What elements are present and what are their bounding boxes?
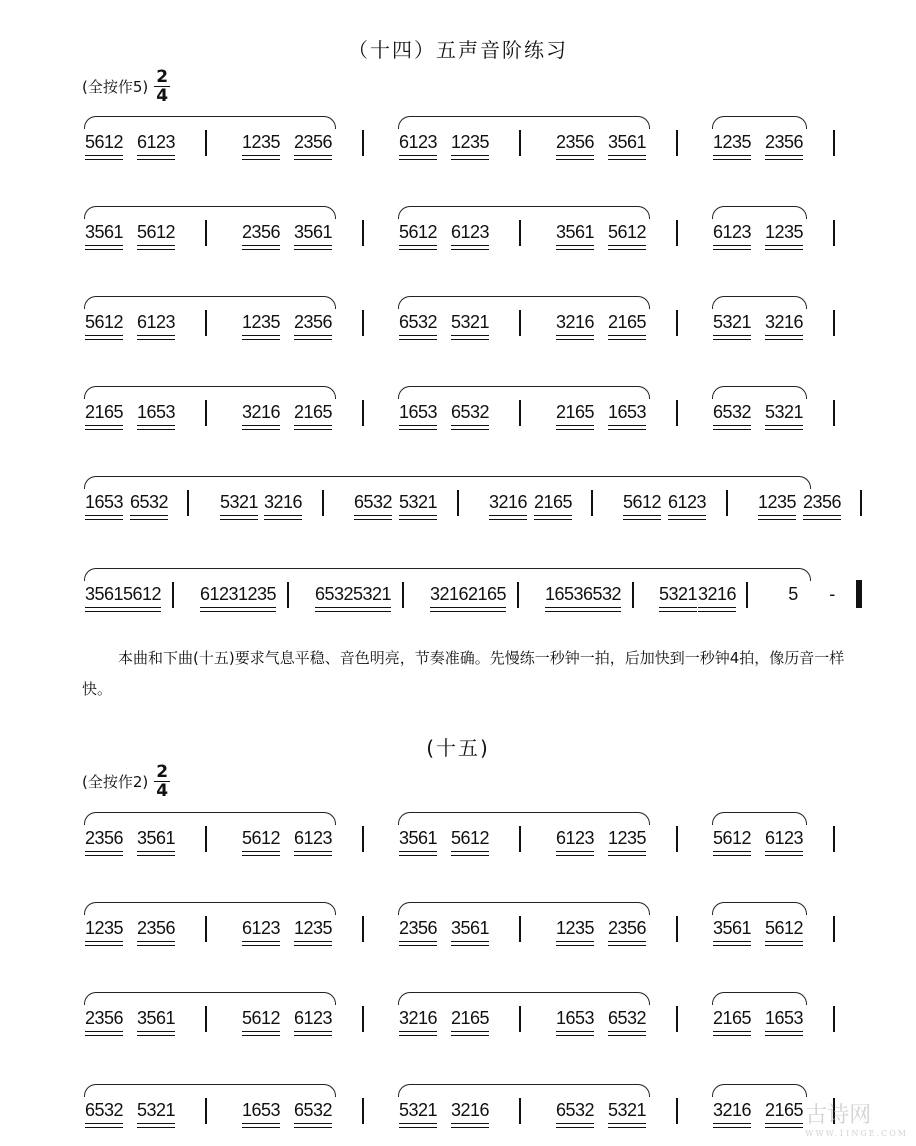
slur: [84, 206, 336, 219]
bar-line: [517, 582, 519, 608]
note-group: 6532: [605, 1008, 649, 1032]
slur: [84, 812, 336, 825]
staff-row: [82, 110, 867, 160]
note-group: 5321: [396, 492, 440, 516]
bar-line: [362, 400, 364, 426]
slur: [712, 902, 807, 915]
note-group: 6532: [396, 312, 440, 336]
piece14-title: （十四）五声音阶练习: [348, 38, 568, 62]
bar-line: [205, 826, 207, 852]
watermark: 古诗网 WWW.1INGE.COM: [805, 1103, 908, 1138]
note-group: 5612: [605, 222, 649, 246]
note-group: 5612: [82, 132, 126, 156]
bar-line: [205, 916, 207, 942]
note-group: 2356: [82, 1008, 126, 1032]
note-group: 5321: [396, 1100, 440, 1124]
bar-line: [187, 490, 189, 516]
note-group: 6123: [448, 222, 492, 246]
instruction-paragraph: 本曲和下曲(十五)要求气息平稳、音色明亮，节奏准确。先慢练一秒钟一拍，后加快到一秒钟4拍，像历音一样快。: [82, 649, 845, 698]
slur: [84, 296, 336, 309]
bar-line: [519, 1098, 521, 1124]
note-group: 2165: [710, 1008, 754, 1032]
slur: [84, 1084, 336, 1097]
staff-row: [82, 380, 867, 430]
note-group: 5321: [217, 492, 261, 516]
bar-line: [519, 916, 521, 942]
slur: [84, 386, 336, 399]
bar-line: [833, 1006, 835, 1032]
note-group: 3216: [695, 584, 739, 608]
note-group: 6123: [134, 312, 178, 336]
bar-line: [205, 400, 207, 426]
note-group: 6532: [710, 402, 754, 426]
bar-line: [833, 310, 835, 336]
note-group: 3561: [82, 584, 126, 608]
slur: [712, 116, 807, 129]
staff-row: [82, 470, 867, 520]
note-group: 5612: [620, 492, 664, 516]
note-group: 1235: [605, 828, 649, 852]
bar-line: [519, 310, 521, 336]
note-group: 1235: [291, 918, 335, 942]
key-label: (全按作5): [82, 78, 149, 96]
note-group: 6123: [239, 918, 283, 942]
note-group: 1653: [553, 1008, 597, 1032]
note-group: 3561: [448, 918, 492, 942]
bar-line: [205, 130, 207, 156]
note-group: 3216: [448, 1100, 492, 1124]
note-group: 6123: [396, 132, 440, 156]
note-group: 2356: [291, 132, 335, 156]
note-group: 6123: [553, 828, 597, 852]
note-group: 1235: [762, 222, 806, 246]
note-group: 3561: [605, 132, 649, 156]
note-group: 1653: [542, 584, 586, 608]
note-group: 3561: [291, 222, 335, 246]
note-group: 5612: [134, 222, 178, 246]
slur: [84, 568, 811, 581]
bar-line: [860, 490, 862, 516]
slur: [712, 296, 807, 309]
note-group: 6532: [312, 584, 356, 608]
slur: [398, 812, 650, 825]
note-group: 3561: [710, 918, 754, 942]
bar-line: [205, 310, 207, 336]
bar-line: [833, 130, 835, 156]
slur: [398, 386, 650, 399]
bar-line: [519, 220, 521, 246]
note-group: 1235: [239, 132, 283, 156]
time-signature: $\frac{2}{4}$: [156, 67, 169, 106]
bar-line: [172, 582, 174, 608]
note-group: 1235: [755, 492, 799, 516]
note-group: 3561: [82, 222, 126, 246]
note-group: 3216: [261, 492, 305, 516]
note-group: 2356: [800, 492, 844, 516]
note-group: 3561: [134, 1008, 178, 1032]
note-group: 3561: [553, 222, 597, 246]
bar-line: [676, 916, 678, 942]
note-group: 2165: [82, 402, 126, 426]
note-group: 5321: [134, 1100, 178, 1124]
note-group: 6123: [710, 222, 754, 246]
note-group: 6123: [291, 1008, 335, 1032]
bar-line: [519, 130, 521, 156]
bar-line: [676, 310, 678, 336]
bar-line: [591, 490, 593, 516]
bar-line: [287, 582, 289, 608]
note-group: 3561: [134, 828, 178, 852]
bar-line: [457, 490, 459, 516]
bar-line: [833, 826, 835, 852]
note-group: 1235: [239, 312, 283, 336]
slur: [398, 992, 650, 1005]
slur: [712, 992, 807, 1005]
key-label: (全按作2): [82, 773, 149, 791]
slur: [398, 206, 650, 219]
note-group: 3216: [762, 312, 806, 336]
staff-row: [82, 986, 867, 1036]
staff-row: [82, 806, 867, 856]
note-group: 3216: [427, 584, 471, 608]
note-group: 6532: [448, 402, 492, 426]
note-group: 3216: [553, 312, 597, 336]
bar-line: [362, 220, 364, 246]
note-group: 1653: [82, 492, 126, 516]
final-bar-line: [856, 580, 862, 608]
note-group: 5321: [350, 584, 394, 608]
slur: [84, 902, 336, 915]
bar-line: [676, 220, 678, 246]
bar-line: [726, 490, 728, 516]
bar-line: [676, 1006, 678, 1032]
piece15-key-signature: [82, 763, 170, 800]
staff-row: [82, 200, 867, 250]
slur: [84, 116, 336, 129]
slur: [712, 206, 807, 219]
note-group: 3561: [396, 828, 440, 852]
bar-line: [519, 826, 521, 852]
bar-line: [676, 1098, 678, 1124]
bar-line: [833, 400, 835, 426]
note-group: 2165: [448, 1008, 492, 1032]
note-group: 5321: [762, 402, 806, 426]
bar-line: [205, 220, 207, 246]
note-group: 6532: [351, 492, 395, 516]
bar-line: [519, 400, 521, 426]
note-group: 5612: [448, 828, 492, 852]
slur: [712, 812, 807, 825]
note-group: 2356: [762, 132, 806, 156]
note-group: 2165: [465, 584, 509, 608]
note-group: 5612: [120, 584, 164, 608]
slur: [712, 1084, 807, 1097]
note-group: 5612: [762, 918, 806, 942]
bar-line: [362, 826, 364, 852]
note-group: 1653: [762, 1008, 806, 1032]
bar-line: [205, 1006, 207, 1032]
bar-line: [676, 826, 678, 852]
note-group: 1653: [239, 1100, 283, 1124]
bar-line: [833, 916, 835, 942]
slur: [84, 476, 811, 489]
note-group: 2356: [605, 918, 649, 942]
note-group: 2356: [82, 828, 126, 852]
note-group: 2165: [605, 312, 649, 336]
note-group: 3216: [710, 1100, 754, 1124]
note-group: 3216: [239, 402, 283, 426]
piece14-key-signature: [82, 68, 170, 105]
note-group: 5612: [396, 222, 440, 246]
bar-line: [362, 130, 364, 156]
bar-line: [362, 1006, 364, 1032]
note-group: 6532: [127, 492, 171, 516]
note-group: 5321: [656, 584, 700, 608]
note-group: 2356: [239, 222, 283, 246]
bar-line: [746, 582, 748, 608]
note-group: 5612: [239, 828, 283, 852]
bar-line: [833, 220, 835, 246]
note-group: 1653: [605, 402, 649, 426]
slur: [84, 992, 336, 1005]
note-group: 1653: [134, 402, 178, 426]
note-group: 1235: [448, 132, 492, 156]
note-group: 5612: [82, 312, 126, 336]
bar-line: [402, 582, 404, 608]
note-group: 2165: [762, 1100, 806, 1124]
piece15-title: (十五): [426, 736, 490, 760]
note-group: 2165: [553, 402, 597, 426]
note-group: 1235: [82, 918, 126, 942]
note-group: 2356: [134, 918, 178, 942]
note-group: 3216: [486, 492, 530, 516]
staff-row: [82, 896, 867, 946]
note-group: 1235: [553, 918, 597, 942]
note-group: 6532: [82, 1100, 126, 1124]
bar-line: [322, 490, 324, 516]
note-group: 2165: [291, 402, 335, 426]
slur: [398, 116, 650, 129]
slur: [398, 296, 650, 309]
note-group: 6532: [580, 584, 624, 608]
time-signature: $\frac{2}{4}$: [156, 762, 169, 801]
note-group: 5321: [710, 312, 754, 336]
bar-line: [362, 1098, 364, 1124]
note-group: 3216: [396, 1008, 440, 1032]
note-group: 2165: [531, 492, 575, 516]
staff-row: [82, 290, 867, 340]
staff-row: [82, 562, 867, 612]
bar-line: [362, 916, 364, 942]
note-group: 2356: [553, 132, 597, 156]
note-group: 5321: [605, 1100, 649, 1124]
slur: [398, 1084, 650, 1097]
note-group: 6123: [134, 132, 178, 156]
note-group: 6532: [291, 1100, 335, 1124]
slur: [712, 386, 807, 399]
bar-line: [519, 1006, 521, 1032]
slur: [398, 902, 650, 915]
note-group: 6123: [291, 828, 335, 852]
bar-line: [676, 130, 678, 156]
note-group: 5321: [448, 312, 492, 336]
note-group: 5: [788, 584, 798, 604]
note-group: 5612: [710, 828, 754, 852]
note-group: 5612: [239, 1008, 283, 1032]
bar-line: [205, 1098, 207, 1124]
note-group: 1653: [396, 402, 440, 426]
note-group: -: [829, 584, 835, 604]
bar-line: [676, 400, 678, 426]
note-group: 6123: [665, 492, 709, 516]
note-group: 1235: [710, 132, 754, 156]
note-group: 6123: [762, 828, 806, 852]
note-group: 2356: [396, 918, 440, 942]
staff-row: [82, 1078, 867, 1128]
note-group: 2356: [291, 312, 335, 336]
note-group: 6532: [553, 1100, 597, 1124]
note-group: 6123: [197, 584, 241, 608]
note-group: 1235: [235, 584, 279, 608]
bar-line: [632, 582, 634, 608]
bar-line: [362, 310, 364, 336]
